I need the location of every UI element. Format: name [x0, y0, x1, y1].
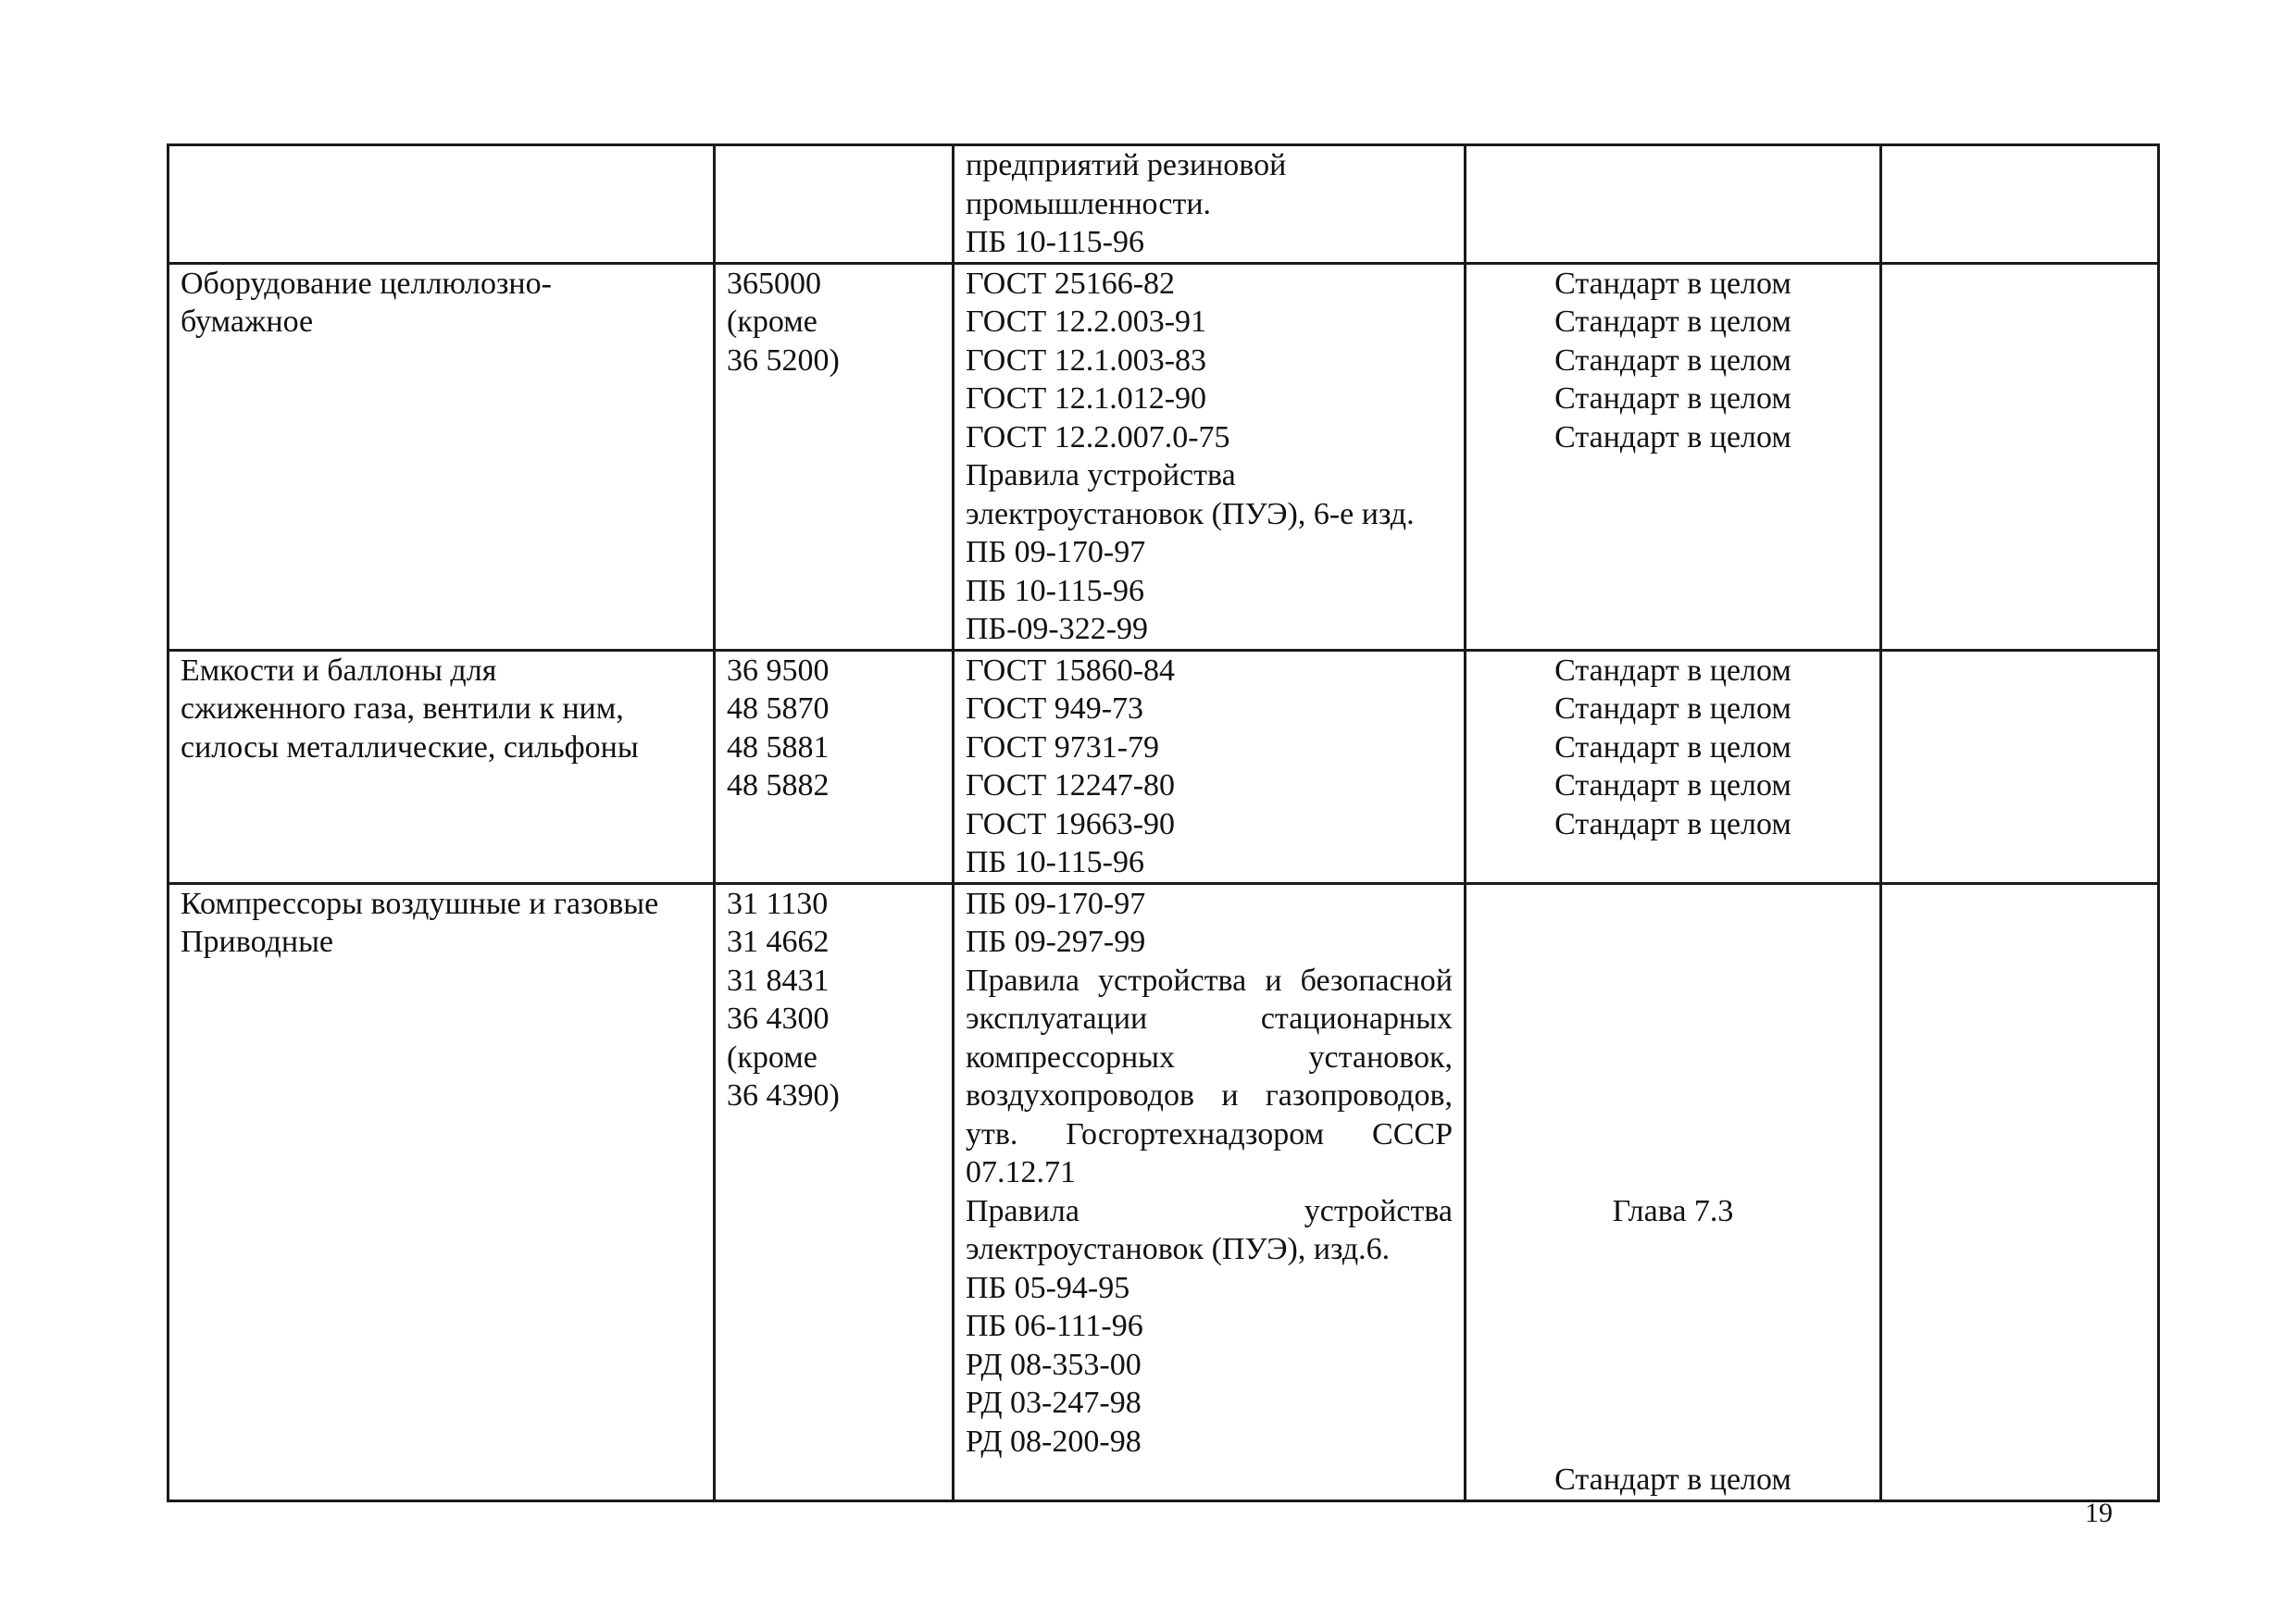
scope-line: Глава 7.3: [1612, 1193, 1734, 1228]
standard-line: электроустановок (ПУЭ), 6-е изд.: [966, 496, 1415, 531]
standard-line: ГОСТ 19663-90: [966, 806, 1176, 841]
code-line: 31 1130: [727, 886, 829, 921]
standards-cell: [954, 263, 1466, 650]
standard-line: ПБ 05-94-95: [966, 1270, 1130, 1305]
code-line: 48 5881: [727, 729, 830, 765]
code-line: 36 9500: [727, 653, 830, 688]
scope-line: Стандарт в целом: [1554, 691, 1791, 726]
table-row: [168, 650, 2159, 883]
product-cell: [168, 650, 715, 883]
standards-cell: [954, 650, 1466, 883]
table-row: [168, 263, 2159, 650]
standard-line: промышленности.: [966, 186, 1212, 221]
standard-line: электроустановок (ПУЭ), изд.6.: [966, 1232, 1391, 1266]
standard-line: ГОСТ 15860-84: [966, 653, 1176, 688]
product-cell: [168, 145, 715, 264]
code-cell: [715, 145, 954, 264]
scope-line: Стандарт в целом: [1554, 381, 1791, 416]
note-cell: [1881, 263, 2159, 650]
product-cell: [168, 263, 715, 650]
code-line: 36 5200): [727, 342, 840, 378]
standard-line: ПБ 09-297-99: [966, 925, 1146, 959]
standard-line: ПБ-09-322-99: [966, 612, 1149, 646]
product-line: бумажное: [181, 305, 314, 339]
scope-line: Стандарт в целом: [1554, 806, 1791, 841]
standard-line: ГОСТ 12.1.012-90: [966, 381, 1207, 416]
standard-line: Правила устройства: [966, 1193, 1453, 1228]
scope-cell: [1466, 145, 1881, 264]
standard-line: ГОСТ 12.1.003-83: [966, 342, 1207, 378]
code-line: 36 4390): [727, 1078, 840, 1113]
code-line: 36 4300: [727, 1002, 830, 1036]
scope-line: Стандарт в целом: [1554, 653, 1791, 688]
standards-cell: [954, 883, 1466, 1500]
note-cell: [1881, 145, 2159, 264]
code-line: 48 5882: [727, 768, 830, 803]
standard-line: РД 08-353-00: [966, 1347, 1142, 1382]
standard-line: ПБ 10-115-96: [966, 845, 1144, 879]
standard-line: ГОСТ 9731-79: [966, 729, 1160, 765]
scope-line: Стандарт в целом: [1554, 305, 1791, 339]
scope-line: Стандарт в целом: [1554, 768, 1791, 803]
scope-line: Стандарт в целом: [1554, 729, 1791, 765]
standard-line: ГОСТ 12.2.007.0-75: [966, 419, 1230, 454]
standard-line: ГОСТ 949-73: [966, 691, 1144, 726]
standard-line: ГОСТ 12247-80: [966, 768, 1176, 803]
product-line: Оборудование целлюлозно-: [181, 266, 552, 301]
page-number: 19: [2085, 1498, 2113, 1528]
product-line: силосы металлические, сильфоны: [181, 729, 639, 765]
product-line: Приводные: [181, 925, 334, 959]
standard-line: ПБ 10-115-96: [966, 573, 1144, 608]
product-line: Емкости и баллоны для: [181, 653, 497, 688]
standard-line: ГОСТ 25166-82: [966, 266, 1176, 301]
note-cell: [1881, 883, 2159, 1500]
scope-cell: [1466, 883, 1881, 1500]
code-line: 365000: [727, 266, 821, 301]
scope-line: Стандарт в целом: [1554, 342, 1791, 378]
scope-line: Стандарт в целом: [1554, 419, 1791, 454]
standard-line: ПБ 10-115-96: [966, 225, 1144, 259]
scope-cell: [1466, 650, 1881, 883]
code-line: (кроме: [727, 1039, 817, 1075]
scope-line: Стандарт в целом: [1554, 1462, 1791, 1497]
scope-line: Стандарт в целом: [1554, 266, 1791, 301]
code-cell: [715, 263, 954, 650]
standards-table: [167, 143, 2160, 1502]
note-cell: [1881, 650, 2159, 883]
code-cell: [715, 883, 954, 1500]
standard-line: ГОСТ 12.2.003-91: [966, 305, 1207, 339]
code-line: 31 8431: [727, 963, 830, 998]
standard-line: РД 03-247-98: [966, 1386, 1142, 1420]
standard-line: РД 08-200-98: [966, 1424, 1142, 1459]
standard-line: предприятий резиновой: [966, 148, 1287, 182]
code-line: (кроме: [727, 305, 817, 339]
standard-paragraph: Правила устройства и безопасной эксплуатации стационарных компрессорных установок, воздухопроводов и газопроводов, утв. Госгортехнадзором СССР 07.12.71: [966, 963, 1453, 1189]
standard-line: ПБ 06-111-96: [966, 1309, 1143, 1343]
table-row: [168, 883, 2159, 1500]
product-cell: [168, 883, 715, 1500]
code-cell: [715, 650, 954, 883]
standard-line: ПБ 09-170-97: [966, 886, 1146, 921]
product-line: сжиженного газа, вентили к ним,: [181, 691, 624, 726]
standard-line: Правила устройства: [966, 458, 1236, 492]
code-line: 48 5870: [727, 691, 830, 726]
table-row: [168, 145, 2159, 264]
scope-cell: [1466, 263, 1881, 650]
standard-line: ПБ 09-170-97: [966, 535, 1146, 569]
code-line: 31 4662: [727, 925, 830, 959]
standards-cell: [954, 145, 1466, 264]
product-line: Компрессоры воздушные и газовые: [181, 886, 659, 921]
